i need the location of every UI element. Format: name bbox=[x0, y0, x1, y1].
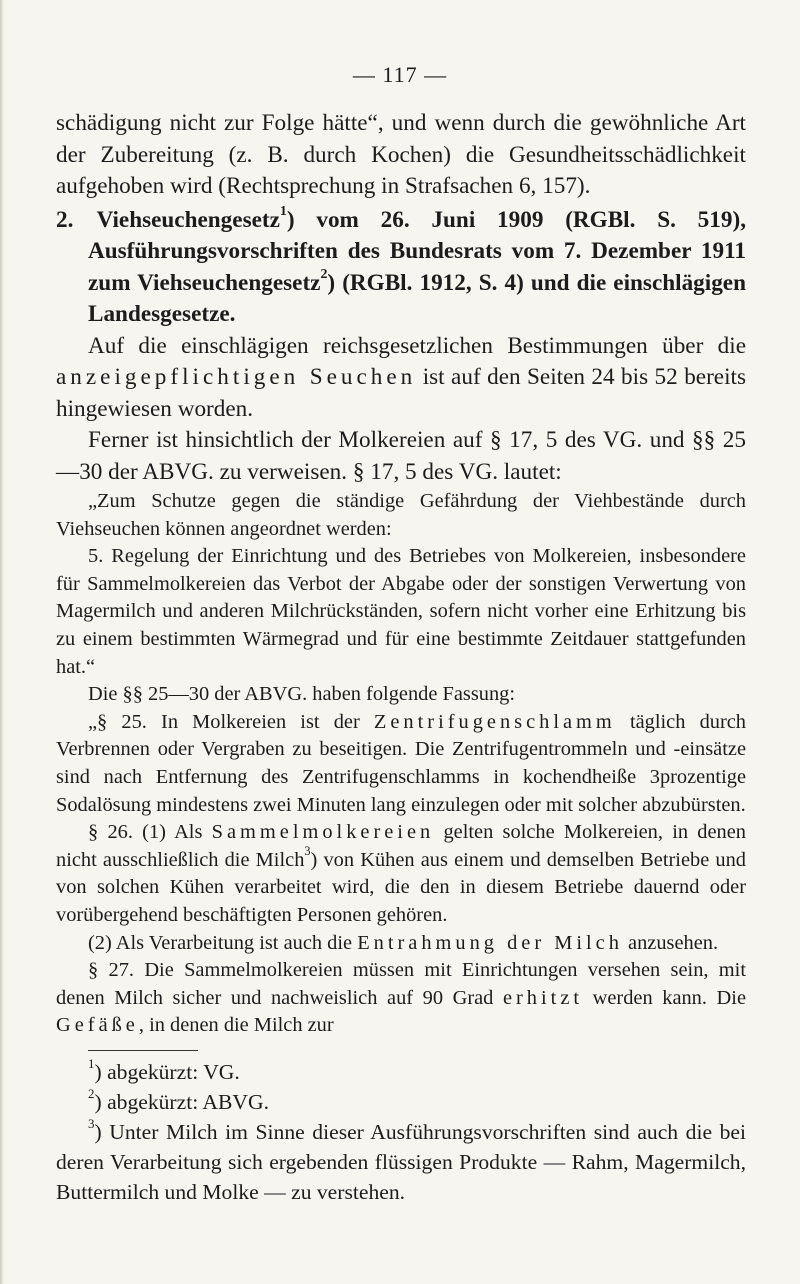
text-run: werden kann. Die bbox=[592, 986, 746, 1009]
text-run: § 27. Die Sammelmolkereien müssen mit Einrichtungen versehen sein, mit denen Milch sicher und nachweislich auf 90 Grad bbox=[56, 959, 746, 1009]
page-edge-shadow bbox=[0, 0, 4, 1284]
footnote-ref[interactable]: 3 bbox=[304, 844, 311, 859]
text-run: ist auf den Seiten 24 bis 52 bereits hingewiesen worden. bbox=[56, 364, 746, 422]
heading-part: Viehseuchengesetz bbox=[96, 206, 280, 233]
footnote-text: ) abgekürzt: VG. bbox=[94, 1059, 240, 1084]
footnote-marker: 1 bbox=[88, 1056, 95, 1072]
quote-abvg-27 bbox=[56, 957, 746, 1040]
quote-abvg-25 bbox=[56, 709, 746, 819]
page-number: — 117 — bbox=[352, 62, 448, 87]
text-run: gelten solche Molkereien, in denen nicht ausschließlich die Milch bbox=[56, 821, 746, 871]
section-number: 2. bbox=[56, 206, 74, 233]
footnote-text: ) abgekürzt: ABVG. bbox=[94, 1089, 269, 1114]
text-run: § 26. (1) Als bbox=[88, 821, 203, 844]
spaced-emphasis: anzeigepflichtigen Seuchen bbox=[56, 364, 417, 390]
quote-vg-17: „Zum Schutze gegen die ständige Gefährdung der Viehbestände durch Viehseuchen können angeordnet werden: bbox=[56, 490, 746, 540]
footnote-1 bbox=[56, 1057, 746, 1087]
section-heading-viehseuchengesetz bbox=[56, 205, 746, 331]
text-run: Auf die einschlägigen reichsgesetzlichen Bestimmungen über die bbox=[88, 332, 746, 359]
footnote-marker: 2 bbox=[88, 1086, 95, 1102]
text-run: ) von Kühen aus einem und demselben Betriebe und von solchen Kühen verarbeitet wird, die den in diesem Betriebe dauernd oder vorübergehend beschäftigten Personen gehören. bbox=[56, 848, 746, 926]
text-run: täglich durch Verbrennen oder Vergraben zu beseitigen. Die Zentrifugentrommeln und -einsätze sind nach Entfernung des Zentrifugenschlamms in kochendheiße 3prozentige Sodalösung mindestens zwei Minuten lang einzulegen oder mit solcher abzubürsten. bbox=[56, 710, 746, 816]
quote-abvg-26-2 bbox=[56, 930, 746, 958]
text-run: „§ 25. In Molkereien ist der bbox=[88, 710, 360, 733]
text-run: , in denen die Milch zur bbox=[138, 1014, 334, 1037]
footnote-3 bbox=[56, 1117, 746, 1207]
quote-vg-17-item-5: 5. Regelung der Einrichtung und des Betriebes von Molkereien, insbesondere für Sammelmolkereien das Verbot der Abgabe oder der sonstigen Verwertung von Magermilch und anderen Milchrückständen, sofern nicht vorher eine Erhitzung bis zu einem bestimmten Wärmegrad und für eine bestimmte Zeitdauer stattgefunden hat.“ bbox=[56, 545, 746, 678]
spaced-emphasis: Entrahmung der Milch bbox=[357, 931, 623, 954]
paragraph-seuchen-reference bbox=[56, 331, 746, 426]
text-run: anzusehen. bbox=[628, 931, 719, 954]
footnote-ref[interactable]: 2 bbox=[320, 266, 328, 282]
text-run: (2) Als Verarbeitung ist auch die bbox=[88, 931, 353, 954]
page-body bbox=[56, 108, 746, 1207]
spaced-emphasis: Zentrifugenschlamm bbox=[373, 710, 616, 733]
spaced-emphasis: erhitzt bbox=[502, 986, 584, 1009]
footnote-ref[interactable]: 1 bbox=[279, 203, 287, 219]
footnote-2 bbox=[56, 1087, 746, 1117]
paragraph-molkereien: Ferner ist hinsichtlich der Molkereien auf § 17, 5 des VG. und §§ 25—30 der ABVG. zu verweisen. § 17, 5 des VG. lautet: bbox=[56, 427, 746, 485]
spaced-emphasis: Gefäße bbox=[56, 1014, 139, 1037]
footnote-text: ) Unter Milch im Sinne dieser Ausführungsvorschriften sind auch die bei deren Verarbeitung sich ergebenden flüssigen Produkte — Rahm, Magermilch, Buttermilch und Molke — zu verstehen. bbox=[56, 1119, 746, 1204]
footnote-divider bbox=[88, 1050, 198, 1051]
footnote-marker: 3 bbox=[88, 1116, 95, 1132]
spaced-emphasis: Sammelmolkereien bbox=[211, 821, 435, 844]
quote-abvg-26-1 bbox=[56, 819, 746, 929]
heading-part: ) vom 26. Juni 1909 (RGBl. S. 519), Ausführungsvorschriften des Bundesrats vom 7. Dezember 1911 zum Viehseuchengesetz bbox=[88, 206, 746, 296]
paragraph-abvg-intro: Die §§ 25—30 der ABVG. haben folgende Fassung: bbox=[88, 683, 516, 706]
paragraph-continuation: schädigung nicht zur Folge hätte“, und wenn durch die gewöhnliche Art der Zubereitung (z. B. durch Kochen) die Gesundheitsschädlichkeit aufgehoben wird (Rechtsprechung in Strafsachen 6, 157). bbox=[56, 110, 746, 199]
heading-part: ) (RGBl. 1912, S. 4) und die einschlägigen Landesgesetze. bbox=[88, 269, 746, 327]
